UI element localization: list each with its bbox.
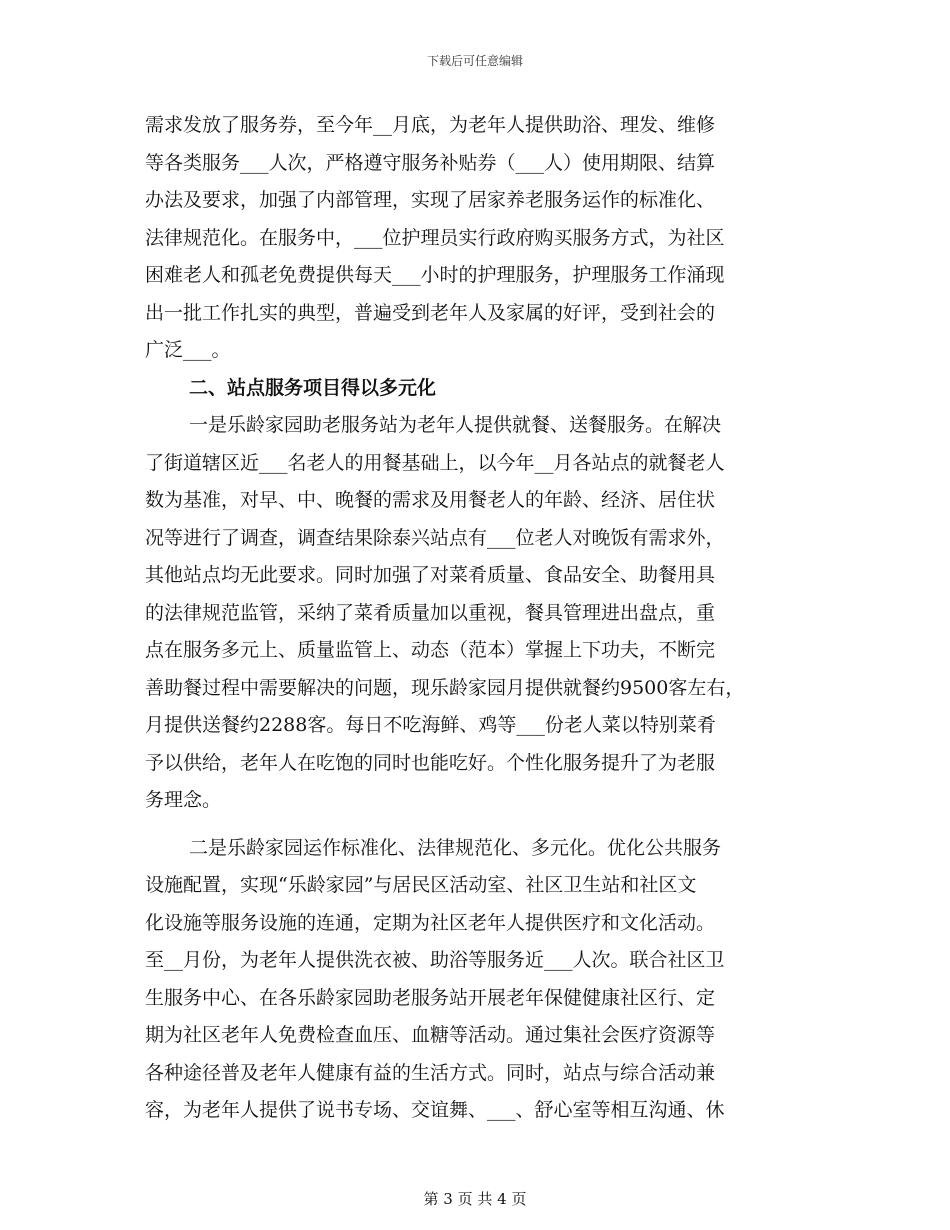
- text-line: 需求发放了服务券，至今年__月底，为老年人提供助浴、理发、维修: [145, 114, 716, 136]
- text-line: 善助餐过程中需要解决的问题，现乐龄家园月提供就餐约9500客左右，: [145, 676, 745, 699]
- text-line: 生服务中心、在各乐龄家园助老服务站开展老年保健健康社区行、定: [145, 986, 716, 1009]
- text-line: 一是乐龄家园助老服务站为老年人提供就餐、送餐服务。在解决: [189, 414, 722, 436]
- paragraph-gap: [145, 820, 805, 830]
- text-line: 出一批工作扎实的典型，普遍受到老年人及家属的好评，受到社会的: [145, 301, 716, 324]
- text-line: 数为基准，对早、中、晚餐的需求及用餐老人的年龄、经济、居住状: [145, 489, 716, 511]
- text-line: 点在服务多元上、质量监管上、动态（范本）掌握上下功夫，不断完: [145, 639, 716, 661]
- document-body: [145, 107, 805, 1130]
- text-line: 予以供给，老年人在吃饱的同时也能吃好。个性化服务提升了为老服: [145, 751, 716, 774]
- text-line: 容，为老年人提供了说书专场、交谊舞、___、舒心室等相互沟通、休: [145, 1099, 725, 1121]
- text-line: 期为社区老年人免费检查血压、血糖等活动。通过集社会医疗资源等: [145, 1024, 716, 1046]
- text-line: 广泛___。: [145, 339, 231, 361]
- page-footer: 第 3 页 共 4 页: [423, 1190, 527, 1208]
- text-line: 等各类服务___人次，严格遵守服务补贴券（___人）使用期限、结算: [145, 151, 716, 174]
- text-line: 困难老人和孤老免费提供每天___小时的护理服务，护理服务工作涌现: [145, 264, 725, 286]
- text-line: 务理念。: [145, 789, 222, 811]
- text-line: 至__月份，为老年人提供洗衣被、助浴等服务近___人次。联合社区卫: [145, 949, 725, 971]
- text-line: 法律规范化。在服务中，___位护理员实行政府购买服务方式，为社区: [145, 226, 725, 249]
- text-line: 月提供送餐约2288客。每日不吃海鲜、鸡等___份老人菜以特别菜肴: [145, 714, 716, 736]
- page-header: 下载后可任意编辑: [426, 54, 523, 68]
- text-line: 设施配置，实现“乐龄家园”与居民区活动室、社区卫生站和社区文: [145, 874, 697, 896]
- text-line: 办法及要求，加强了内部管理，实现了居家养老服务运作的标准化、: [145, 189, 716, 211]
- text-line: 了街道辖区近___名老人的用餐基础上，以今年__月各站点的就餐老人: [145, 451, 725, 474]
- text-line: 的法律规范监管，采纳了菜肴质量加以重视，餐具管理进出盘点，重: [145, 601, 716, 624]
- text-line: 况等进行了调查，调查结果除泰兴站点有___位老人对晚饭有需求外，: [145, 526, 725, 549]
- text-line: 各种途径普及老年人健康有益的生活方式。同时，站点与综合活动兼: [145, 1061, 716, 1084]
- section-heading: 二、站点服务项目得以多元化: [189, 376, 437, 399]
- text-line: 化设施等服务设施的连通，定期为社区老年人提供医疗和文化活动。: [145, 911, 716, 934]
- text-line: 二是乐龄家园运作标准化、法律规范化、多元化。优化公共服务: [189, 836, 722, 859]
- text-line: 其他站点均无此要求。同时加强了对菜肴质量、食品安全、助餐用具: [145, 564, 716, 586]
